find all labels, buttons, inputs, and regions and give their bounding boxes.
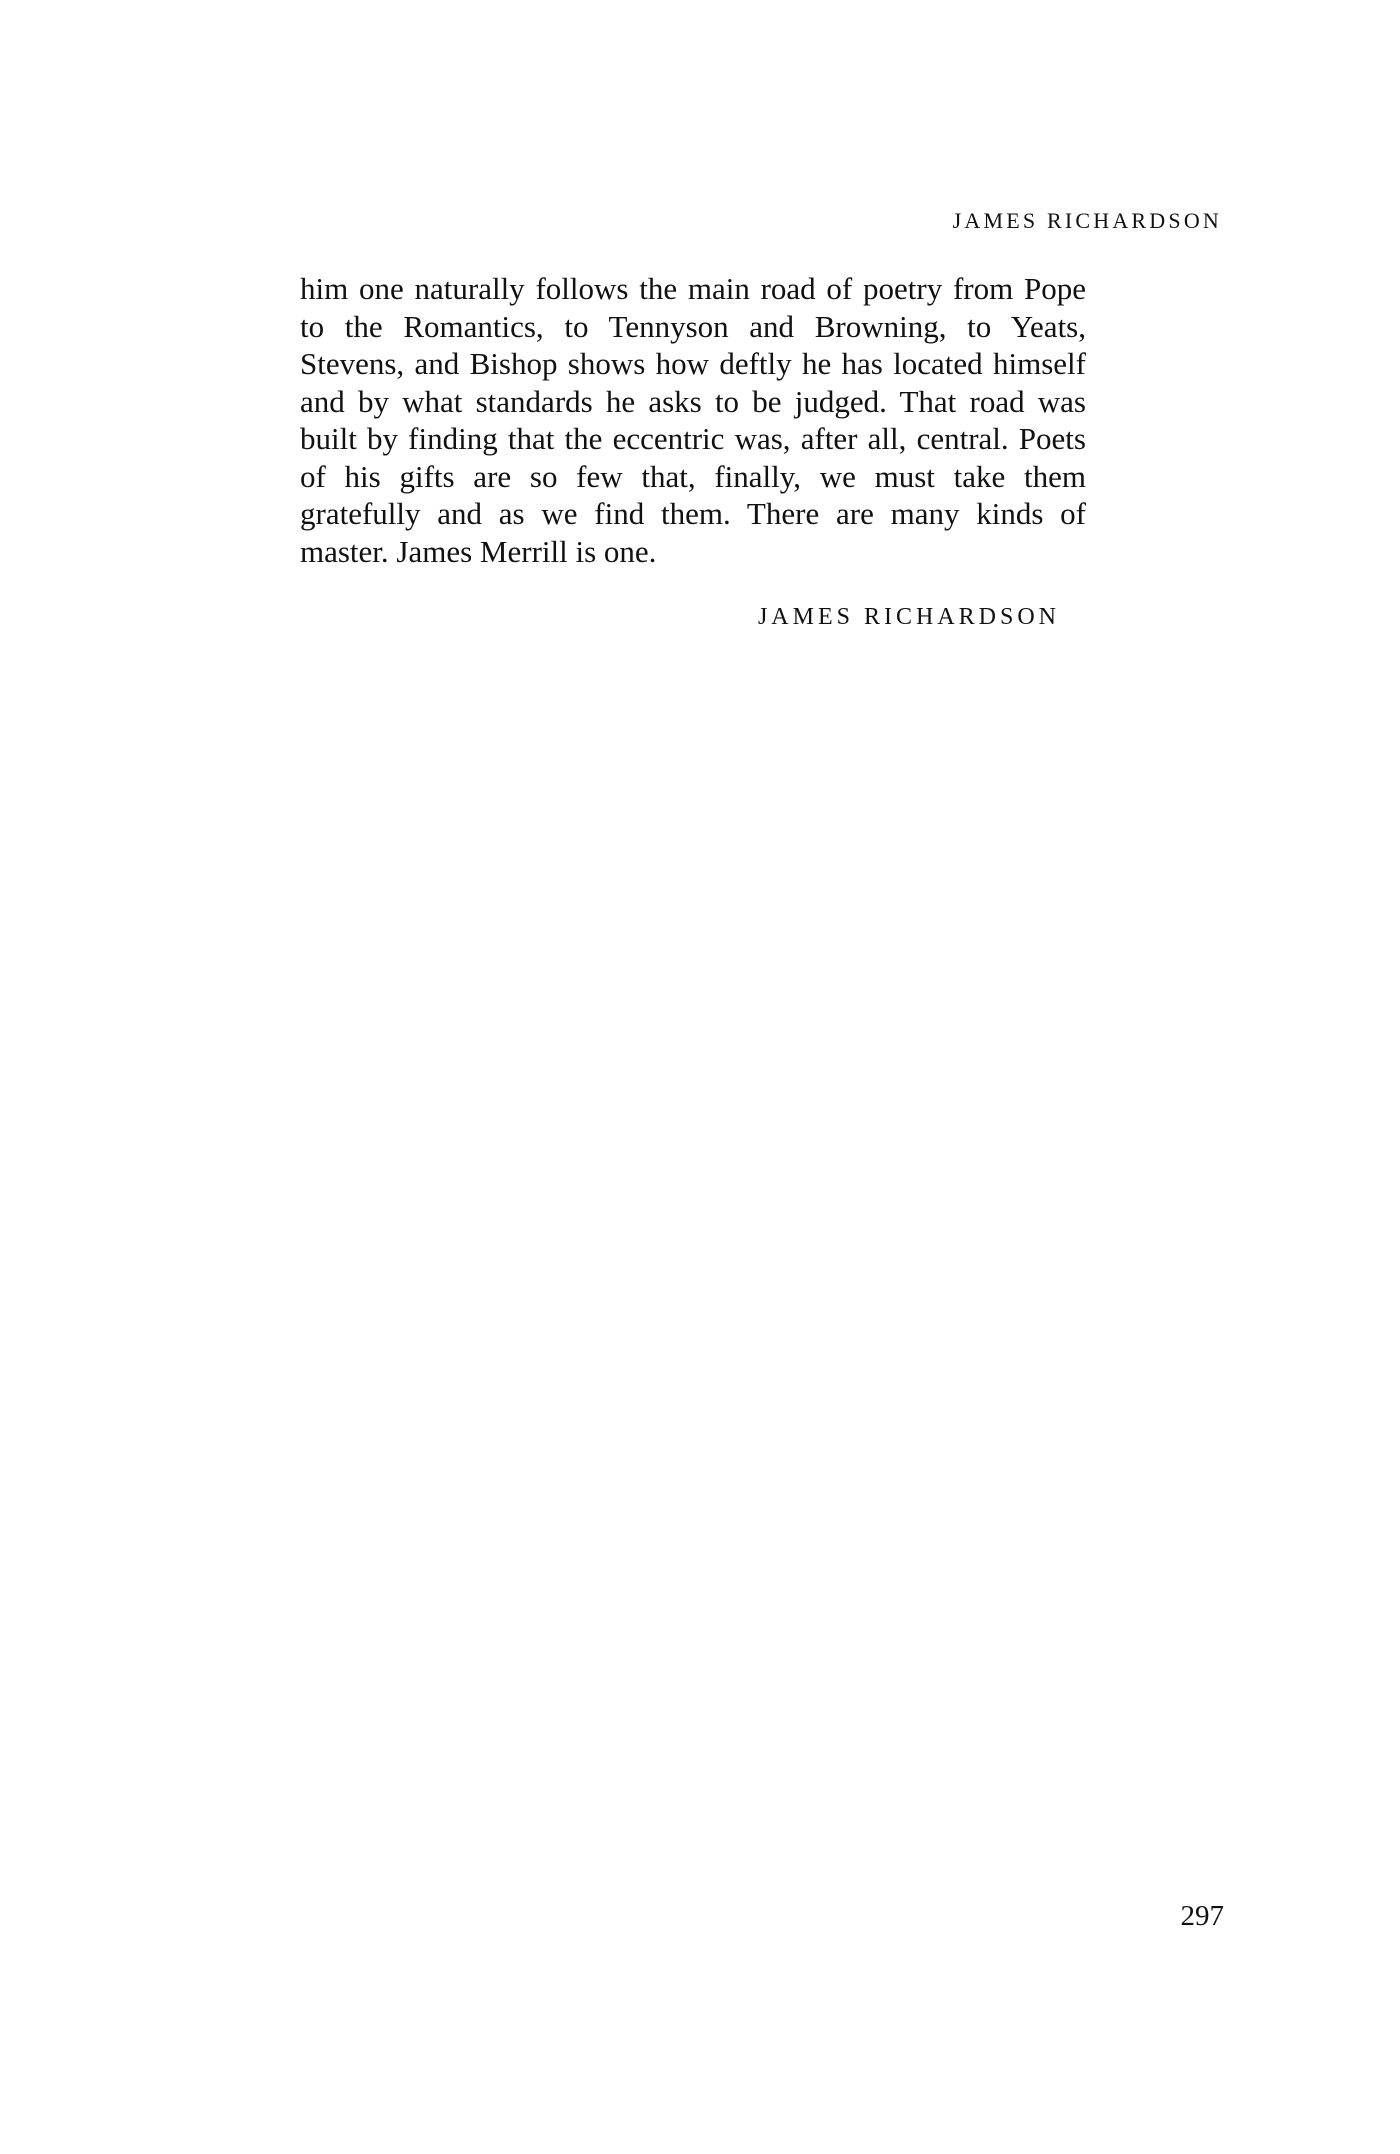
paragraph-line: him one naturally follows the main road of poetry from Pope — [300, 271, 1086, 306]
body-paragraph — [300, 270, 1086, 570]
author-signature: JAMES RICHARDSON — [757, 604, 1060, 630]
running-head: JAMES RICHARDSON — [952, 208, 1222, 233]
paragraph-line: Stevens, and Bishop shows how deftly he has located himself — [300, 346, 1086, 381]
paragraph-line: master. James Merrill is one. — [300, 533, 657, 569]
paragraph-line: of his gifts are so few that, finally, we must take them — [300, 458, 1086, 494]
paragraph-line: to the Romantics, to Tennyson and Browning, to Yeats, — [300, 308, 1086, 344]
paragraph-line: gratefully and as we find them. There are many kinds of — [300, 496, 1086, 531]
paragraph-line: built by finding that the eccentric was, after all, central. Poets — [300, 421, 1086, 456]
paragraph-line: and by what standards he asks to be judged. That road was — [300, 383, 1086, 419]
page-number: 297 — [1180, 1900, 1224, 1932]
